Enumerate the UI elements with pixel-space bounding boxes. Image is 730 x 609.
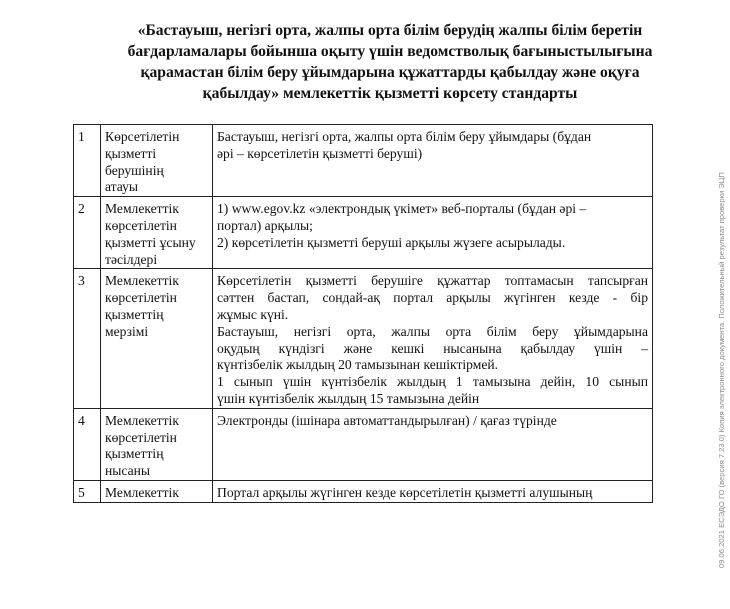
title-line: қарамастан білім беру ұйымдарына құжаттарды қабылдау және оқуға <box>140 64 640 81</box>
table-row <box>74 197 653 269</box>
row-value-line: әрі – көрсетілетін қызметті беруші) <box>217 145 423 161</box>
row-value-line: Электронды (ішінара автоматтандырылған) / қағаз түрінде <box>217 412 557 428</box>
side-stamp-text: 09.06.2021 ЕСЭДО ГО (версия 7.23.0) Копия электронного документа. Положительный результат проверки ЭЦП <box>717 172 726 568</box>
row-number: 1 <box>74 125 101 197</box>
row-value-line: 2) көрсетілетін қызметті беруші арқылы жүзеге асырылады. <box>217 234 566 250</box>
document-title <box>100 20 680 104</box>
row-value <box>213 269 653 408</box>
row-number: 5 <box>74 480 101 502</box>
row-name-line: Мемлекеттік <box>105 412 179 428</box>
row-value <box>213 197 653 269</box>
row-name-line: атауы <box>105 179 139 195</box>
row-value <box>213 125 653 197</box>
row-name <box>101 408 213 480</box>
row-value-line: үшін күнтізбелік жылдың 15 тамызына дейін <box>217 390 480 406</box>
row-name-line: Мемлекеттік <box>105 201 179 217</box>
title-line: «Бастауыш, негізгі орта, жалпы орта білім берудің жалпы білім беретін <box>137 22 643 39</box>
row-value <box>213 408 653 480</box>
row-value-line: жұмыс күні. <box>217 306 289 322</box>
row-value-line: 1 сынып үшін күнтізбелік жылдың 1 тамызына дейін, 10 сынып <box>217 374 648 390</box>
title-line: қабылдау» мемлекеттік қызметті көрсету стандарты <box>202 85 578 102</box>
row-value-line: Бастауыш, негізгі орта, жалпы орта білім беру ұйымдары (бұдан <box>217 129 592 144</box>
row-number: 3 <box>74 269 101 408</box>
row-name-line: көрсетілетін <box>105 429 177 445</box>
row-number: 4 <box>74 408 101 480</box>
row-name <box>101 480 213 502</box>
row-name-line: қызметтің <box>105 306 164 322</box>
row-value-line: оқудың күндізгі және кешкі нысанына қабылдау үшін – <box>217 340 648 356</box>
row-name-line: қызметтің <box>105 446 164 462</box>
row-name-line: қызметті ұсыну <box>105 234 196 250</box>
row-value-line: портал) арқылы; <box>217 217 313 233</box>
row-name <box>101 125 213 197</box>
side-stamp <box>717 172 729 568</box>
table-row <box>74 125 653 197</box>
row-value <box>213 480 653 502</box>
title-line: бағдарламалары бойынша оқыту үшін ведомстволық бағыныстылығына <box>127 43 653 60</box>
standard-table <box>73 124 653 503</box>
row-number: 2 <box>74 197 101 269</box>
row-value-line: күнтізбелік жылдың 20 тамызынан кешіктірмей. <box>217 357 499 373</box>
row-value-line: Көрсетілетін қызметті берушіге құжаттар топтамасын тапсырған <box>217 273 648 289</box>
row-name-line: Мемлекеттік <box>105 484 179 500</box>
table-row <box>74 408 653 480</box>
row-name-line: нысаны <box>105 463 151 479</box>
row-value-line: Портал арқылы жүгінген кезде көрсетілетін қызметті алушының <box>217 484 593 500</box>
row-name-line: қызметті <box>105 145 157 161</box>
table-row <box>74 480 653 502</box>
row-name <box>101 269 213 408</box>
row-name-line: Көрсетілетін <box>105 129 180 144</box>
row-value-line: сәттен бастап, сондай-ақ портал арқылы жүгінген кезде - бір <box>217 290 648 306</box>
row-name-line: көрсетілетін <box>105 217 177 233</box>
row-name-line: Мемлекеттік <box>105 273 179 289</box>
row-name-line: берушінің <box>105 162 164 178</box>
row-name-line: тәсілдері <box>105 251 158 267</box>
table-row <box>74 269 653 408</box>
row-value-line: 1) www.egov.kz «электрондық үкімет» веб-порталы (бұдан әрі – <box>217 201 587 217</box>
row-value-line: Бастауыш, негізгі орта, жалпы орта білім беру ұйымдарына <box>217 323 648 339</box>
row-name-line: көрсетілетін <box>105 290 177 306</box>
row-name-line: мерзімі <box>105 323 149 339</box>
row-name <box>101 197 213 269</box>
